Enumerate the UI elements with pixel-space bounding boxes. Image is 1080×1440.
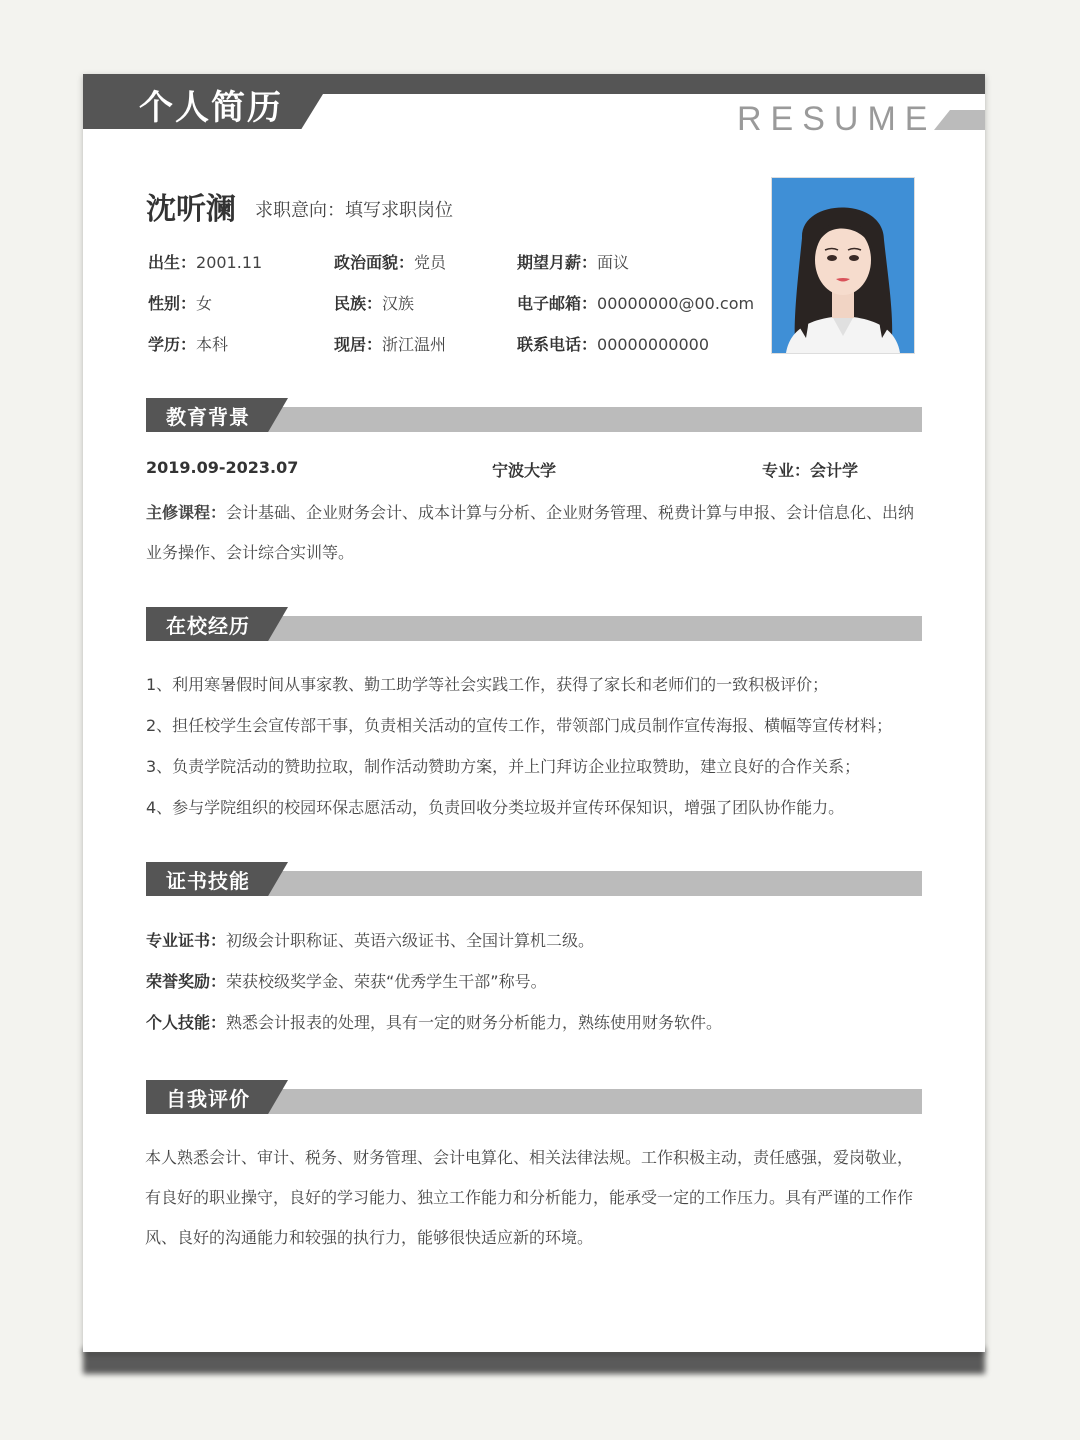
cert-text: 初级会计职称证、英语六级证书、全国计算机二级。	[226, 931, 595, 950]
resume-page	[83, 74, 985, 1352]
honor-text: 荣获校级奖学金、荣获“优秀学生干部”称号。	[226, 972, 547, 991]
info-gender-value: 女	[196, 294, 213, 313]
info-political-label: 政治面貌：	[334, 253, 415, 272]
info-birth-label: 出生：	[148, 253, 197, 272]
skill-label: 个人技能：	[146, 1013, 227, 1032]
cert-label: 专业证书：	[146, 931, 227, 950]
campus-item: 2、担任校学生会宣传部干事，负责相关活动的宣传工作，带领部门成员制作宣传海报、横幅等宣传材料；	[146, 716, 893, 735]
info-phone-label: 联系电话：	[517, 335, 598, 354]
info-salary-label: 期望月薪：	[517, 253, 598, 272]
info-email-value: 00000000@00.com	[597, 294, 755, 313]
campus-item: 4、参与学院组织的校园环保志愿活动，负责回收分类垃圾并宣传环保知识，增强了团队协作能力。	[146, 798, 845, 817]
info-birth-value: 2001.11	[196, 253, 263, 272]
section-title-campus: 在校经历	[166, 614, 250, 638]
info-political-value: 党员	[414, 253, 447, 272]
courses-text: 会计基础、企业财务会计、成本计算与分析、企业财务管理、税费计算与申报、会计信息化、出纳业务操作、会计综合实训等。	[146, 503, 915, 562]
info-phone-value: 00000000000	[597, 335, 709, 354]
education-period: 2019.09-2023.07	[146, 458, 299, 477]
info-birth	[148, 250, 262, 273]
job-intent: 求职意向：填写求职岗位	[255, 200, 453, 221]
info-ethnicity-label: 民族：	[334, 294, 383, 313]
info-email-label: 电子邮箱：	[517, 294, 598, 313]
info-political	[334, 250, 446, 273]
resume-title: 个人简历	[139, 88, 283, 128]
education-courses	[146, 493, 926, 573]
honor-label: 荣誉奖励：	[146, 972, 227, 991]
section-header-self-eval	[146, 1080, 922, 1114]
info-salary-value: 面议	[597, 253, 630, 272]
skills-personal	[146, 1010, 722, 1033]
education-major: 专业：会计学	[762, 461, 859, 480]
skills-honor	[146, 969, 547, 992]
section-title-education: 教育背景	[166, 405, 250, 429]
info-education	[148, 332, 228, 355]
info-ethnicity	[334, 291, 414, 314]
courses-label: 主修课程：	[146, 503, 227, 522]
self-eval-text: 本人熟悉会计、审计、税务、财务管理、会计电算化、相关法律法规。工作积极主动，责任感强，爱岗敬业，有良好的职业操守，良好的学习能力、独立工作能力和分析能力，能承受一定的工作压力。具有严谨的工作作风、良好的沟通能力和较强的执行力，能够很快适应新的环境。	[145, 1148, 914, 1247]
info-gender-label: 性别：	[148, 294, 197, 313]
candidate-name: 沈听澜	[146, 192, 236, 227]
section-header-education	[146, 398, 922, 432]
section-header-campus	[146, 607, 922, 641]
skills-cert	[146, 928, 594, 951]
info-gender	[148, 291, 212, 314]
info-email	[517, 291, 754, 314]
resume-word: RESUME	[737, 100, 937, 138]
info-education-label: 学历：	[148, 335, 197, 354]
section-title-self-eval: 自我评价	[166, 1087, 250, 1111]
resume-accent-bar	[934, 110, 985, 130]
info-education-value: 本科	[196, 335, 229, 354]
campus-item: 1、利用寒暑假时间从事家教、勤工助学等社会实践工作，获得了家长和老师们的一致积极评价；	[146, 675, 829, 694]
info-ethnicity-value: 汉族	[382, 294, 415, 313]
portrait-illustration	[772, 178, 914, 353]
section-header-skills	[146, 862, 922, 896]
campus-item: 3、负责学院活动的赞助拉取，制作活动赞助方案，并上门拜访企业拉取赞助，建立良好的合作关系；	[146, 757, 861, 776]
education-school: 宁波大学	[492, 461, 557, 480]
profile-photo	[771, 177, 915, 354]
info-residence-value: 浙江温州	[382, 335, 447, 354]
section-title-skills: 证书技能	[166, 869, 250, 893]
info-phone	[517, 332, 709, 355]
info-residence	[334, 332, 446, 355]
info-salary	[517, 250, 629, 273]
skill-text: 熟悉会计报表的处理，具有一定的财务分析能力，熟练使用财务软件。	[226, 1013, 723, 1032]
info-residence-label: 现居：	[334, 335, 383, 354]
